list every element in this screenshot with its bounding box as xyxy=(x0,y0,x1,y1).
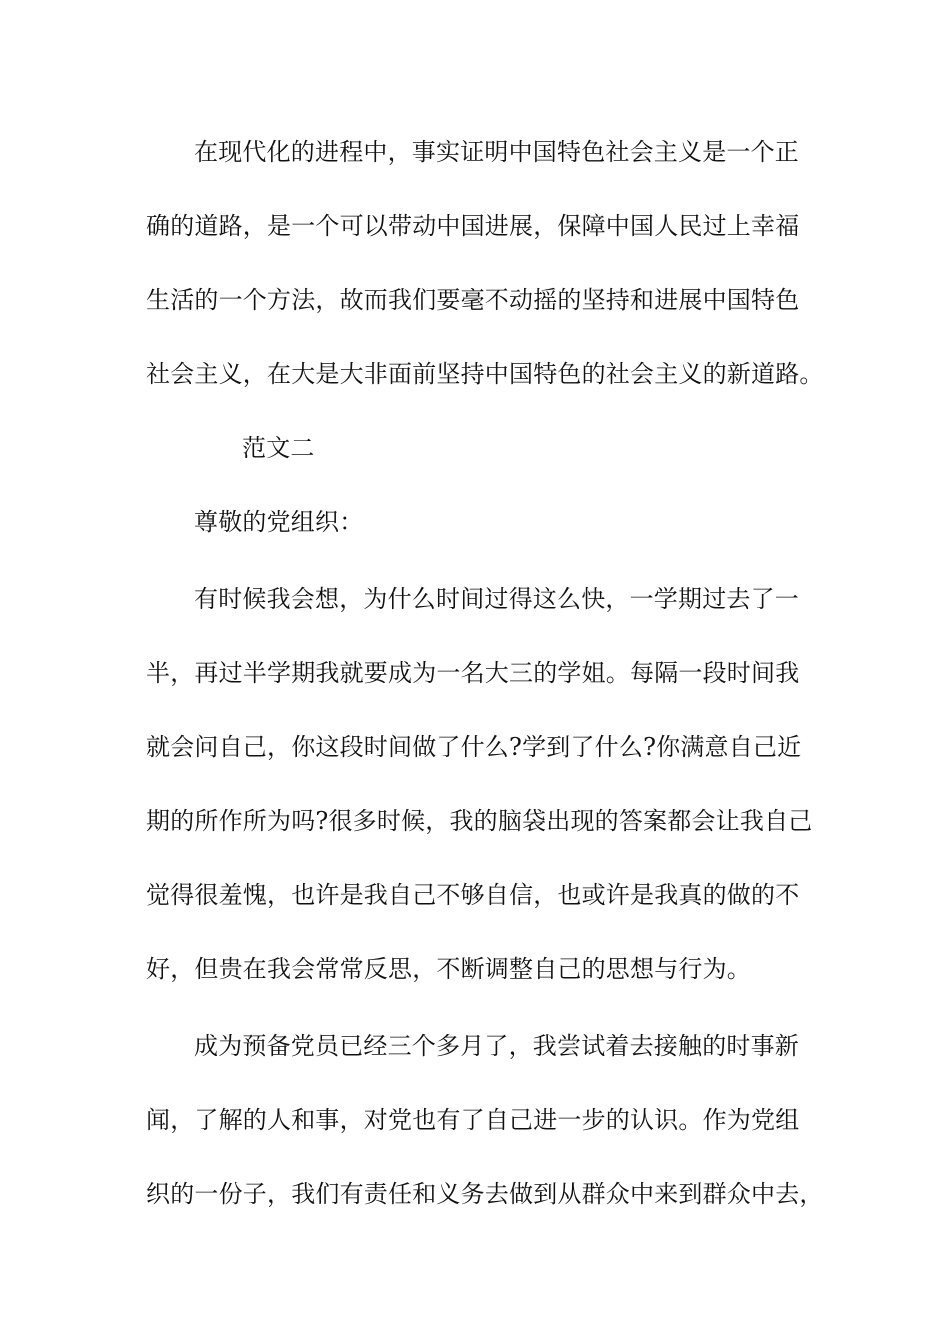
text-line: 觉得很羞愧，也许是我自己不够自信，也或许是我真的做的不 xyxy=(146,881,800,909)
section-heading: 范文二 xyxy=(242,434,315,462)
text-line: 在现代化的进程中，事实证明中国特色社会主义是一个正 xyxy=(194,138,799,166)
text-line: 半，再过半学期我就要成为一名大三的学姐。每隔一段时间我 xyxy=(146,659,800,687)
salutation: 尊敬的党组织： xyxy=(194,508,364,536)
text-line: 闻，了解的人和事，对党也有了自己进一步的认识。作为党组 xyxy=(146,1106,800,1134)
text-line: 好，但贵在我会常常反思，不断调整自己的思想与行为。 xyxy=(146,955,751,983)
text-line: 成为预备党员已经三个多月了，我尝试着去接触的时事新 xyxy=(194,1032,799,1060)
text-line: 确的道路，是一个可以带动中国进展，保障中国人民过上幸福 xyxy=(146,212,800,240)
text-line: 期的所作所为吗?很多时候，我的脑袋出现的答案都会让我自己 xyxy=(146,807,813,835)
text-line: 织的一份子，我们有责任和义务去做到从群众中来到群众中去， xyxy=(146,1180,824,1208)
text-line: 就会问自己，你这段时间做了什么?学到了什么?你满意自己近 xyxy=(146,733,802,761)
text-line: 生活的一个方法，故而我们要毫不动摇的坚持和进展中国特色 xyxy=(146,286,800,314)
text-line: 社会主义，在大是大非面前坚持中国特色的社会主义的新道路。 xyxy=(146,360,824,388)
text-line: 有时候我会想，为什么时间过得这么快，一学期过去了一 xyxy=(194,585,799,613)
